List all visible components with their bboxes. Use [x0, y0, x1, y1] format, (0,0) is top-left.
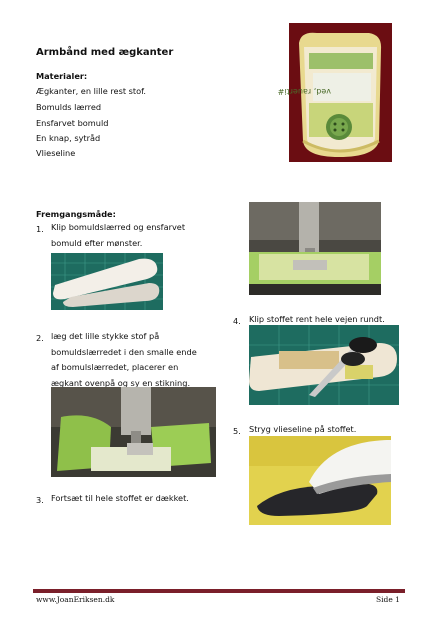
document-title: Armbånd med ægkanter [36, 47, 174, 58]
step-line: Fortsæt til hele stoffet er dækket. [51, 493, 189, 503]
materials-item: Ægkanter, en lille rest stof. [36, 86, 147, 96]
step-number: 5. [233, 426, 241, 436]
materials-item: Bomulds lærred [36, 102, 102, 112]
step-line: bomuldslærredet i den smalle ende [51, 346, 197, 357]
step-line: Klip bomuldslærred og ensfarvet [51, 222, 186, 232]
cutting-photo [249, 325, 399, 405]
machine-strip-photo [249, 202, 381, 295]
finished-bracelet-photo [277, 23, 392, 162]
step-line: Stryg vlieseline på stoffet. [249, 424, 357, 434]
materials-item: En knap, sytråd [36, 133, 101, 143]
step-line: Klip stoffet rent hele vejen rundt. [249, 314, 385, 324]
step-2-text [51, 329, 197, 391]
step-number: 3. [36, 495, 44, 505]
ironing-photo [249, 436, 391, 525]
cut-pattern-photo [51, 253, 163, 310]
materials-heading: Materialer: [36, 71, 88, 81]
materials-item: Ensfarvet bomuld [36, 118, 109, 128]
step-1-text [51, 220, 185, 251]
materials-item: Vlieseline [36, 148, 76, 158]
footer-divider [33, 589, 405, 593]
step-line: læg det lille stykke stof på [51, 331, 160, 341]
step-3-text [51, 491, 189, 507]
procedure-heading: Fremgangsmåde: [36, 209, 116, 219]
step-line: ægkant ovenpå og sy en stikning. [51, 377, 191, 388]
sewing-edge-photo [51, 387, 216, 477]
step-line: bomuld efter mønster. [51, 237, 143, 248]
step-number: 1. [36, 224, 44, 234]
step-number: 2. [36, 333, 44, 343]
step-number: 4. [233, 316, 241, 326]
step-line: af bomulslærredet, placerer en [51, 362, 179, 372]
footer-website: www.JoanEriksen.dk [36, 595, 115, 604]
photo-print-text: ved, rauerti# [277, 87, 331, 96]
footer-page-number: Side 1 [376, 595, 400, 604]
